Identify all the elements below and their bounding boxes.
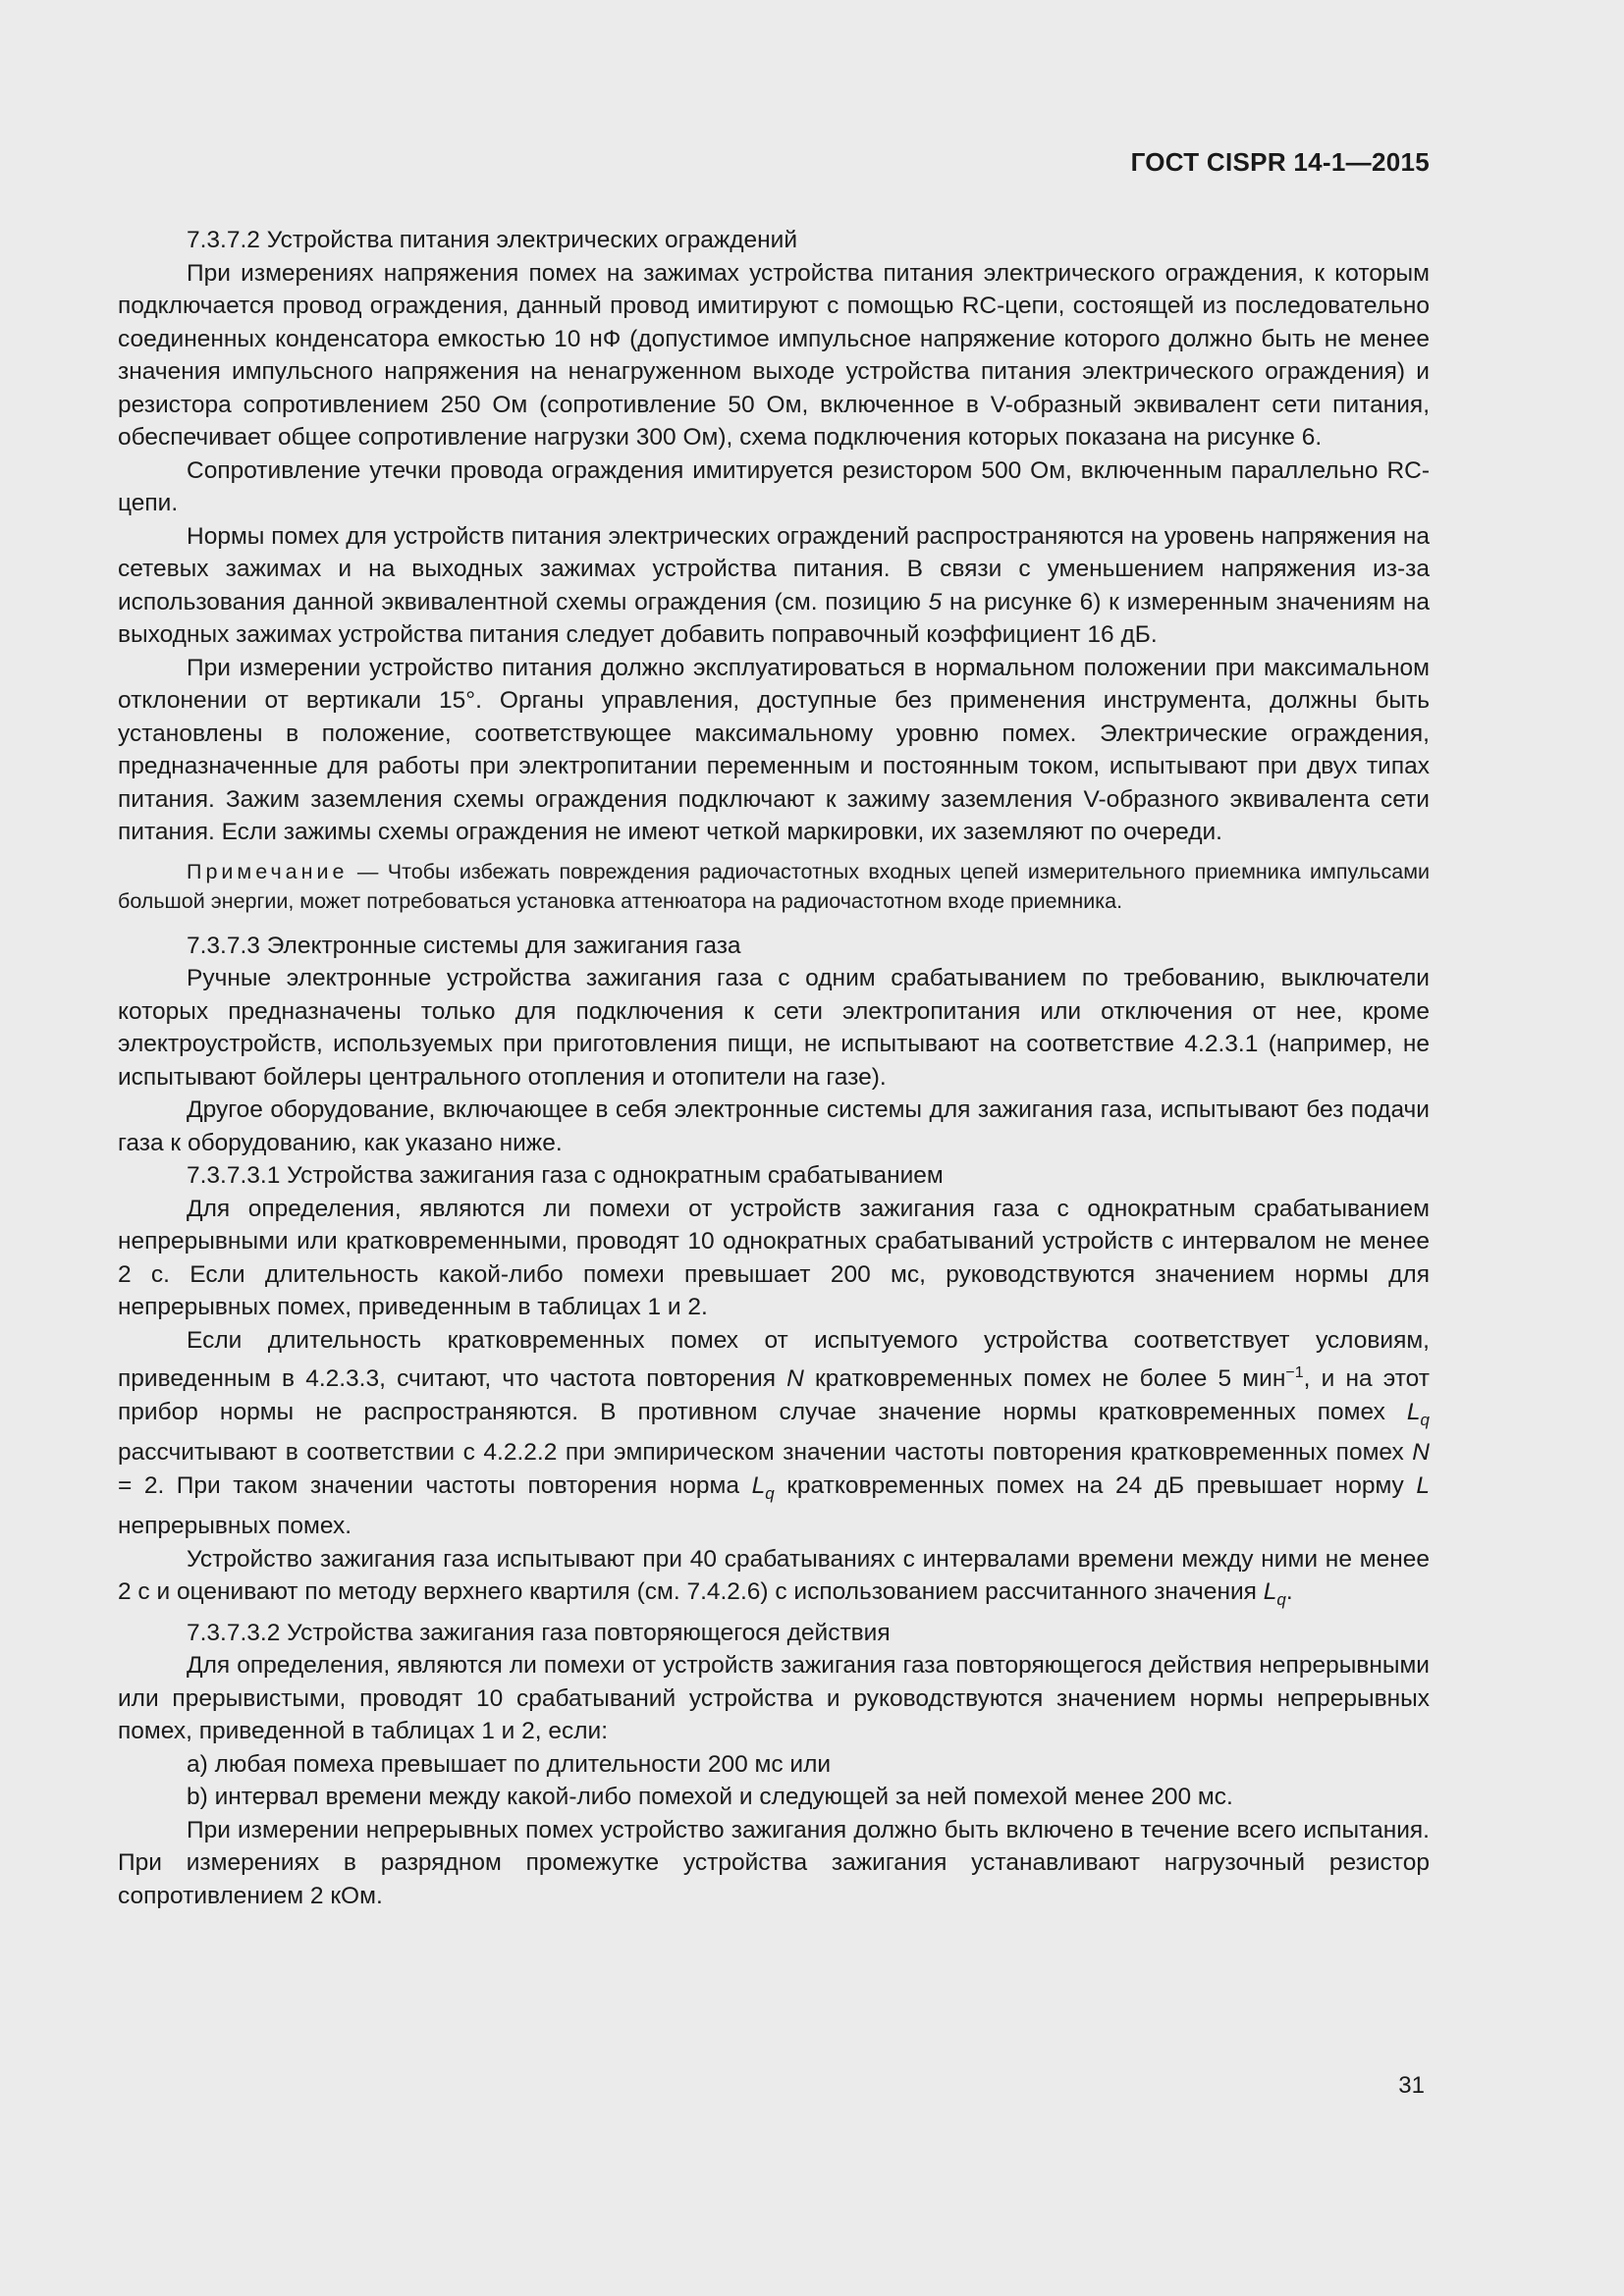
section-heading-7-3-7-3: 7.3.7.3 Электронные системы для зажигания газа: [187, 932, 741, 959]
note-text: — Чтобы избежать повреждения радиочастотных входных цепей измерительного приемника импульсами большой энергии, может потребоваться установка аттенюатора на радиочастотном входе приемника.: [118, 859, 1430, 913]
paragraph: Сопротивление утечки провода ограждения имитируется резистором 500 Ом, включенным параллельно RC-цепи.: [118, 456, 1430, 516]
section-heading-7-3-7-3-2: 7.3.7.3.2 Устройства зажигания газа повторяющегося действия: [187, 1619, 891, 1646]
paragraph: Для определения, являются ли помехи от устройств зажигания газа повторяющегося действия непрерывными или прерывистыми, проводят 10 срабатываний устройства и руководствуются значением нормы непрерывных помех, приведенной в таблицах 1 и 2, если:: [118, 1652, 1430, 1744]
note: [118, 857, 1430, 916]
section-heading-7-3-7-2: 7.3.7.2 Устройства питания электрических ограждений: [187, 227, 798, 253]
section-heading-7-3-7-3-1: 7.3.7.3.1 Устройства зажигания газа с однократным срабатыванием: [187, 1162, 944, 1189]
paragraph: Устройство зажигания газа испытывают при 40 срабатываниях с интервалами времени между ними не менее 2 с и оценивают по методу верхнего квартиля (см. 7.4.2.6) с использованием рассчитанного значения $L_q$.: [118, 1545, 1430, 1609]
document-header: ГОСТ CISPR 14-1—2015: [1130, 147, 1430, 177]
paragraph: При измерении устройство питания должно эксплуатироваться в нормальном положении при максимальном отклонении от вертикали 15°. Органы управления, доступные без применения инструмента, должны быть установлены в положение, соответствующее максимальному уровню помех. Электрические ограждения, предназначенные для работы при электропитании переменным и постоянным током, испытывают при двух типах питания. Зажим заземления схемы ограждения подключают к зажиму заземления V-образного эквивалента сети питания. Если зажимы схемы ограждения не имеют четкой маркировки, их заземляют по очереди.: [118, 654, 1430, 845]
note-label: Примечание: [187, 859, 349, 883]
paragraph: При измерении непрерывных помех устройство зажигания должно быть включено в течение всего испытания. При измерениях в разрядном промежутке устройства зажигания устанавливают нагрузочный резистор сопротивлением 2 кОм.: [118, 1816, 1430, 1909]
paragraph: Ручные электронные устройства зажигания газа с одним срабатыванием по требованию, выключатели которых предназначены только для подключения к сети электропитания или отключения от нее, кроме электроустройств, используемых при приготовления пищи, не испытывают на соответствие 4.2.3.1 (например, не испытывают бойлеры центрального отопления и отопители на газе).: [118, 965, 1430, 1091]
paragraph: При измерениях напряжения помех на зажимах устройства питания электрического ограждения, к которым подключается провод ограждения, данный провод имитируют с помощью RC-цепи, состоящей из последовательно соединенных конденсатора емкостью 10 нФ (допустимое импульсное напряжение которого должно быть не менее значения импульсного напряжения на ненагруженном выходе устройства питания электрического ограждения) и резистора сопротивлением 250 Ом (сопротивление 50 Ом, включенное в V-образный эквивалент сети питания, обеспечивает общее сопротивление нагрузки 300 Ом), схема подключения которых показана на рисунке 6.: [118, 259, 1430, 451]
paragraph: Для определения, являются ли помехи от устройств зажигания газа с однократным срабатыванием непрерывными или кратковременными, проводят 10 однократных срабатываний устройств с интервалом не менее 2 с. Если длительность какой-либо помехи превышает 200 мс, руководствуются значением нормы для непрерывных помех, приведенным в таблицах 1 и 2.: [118, 1195, 1430, 1320]
list-item: b) интервал времени между какой-либо помехой и следующей за ней помехой менее 200 мс.: [187, 1784, 1233, 1810]
document-body: [118, 224, 1430, 1912]
paragraph: Если длительность кратковременных помех от испытуемого устройства соответствует условиям, приведенным в 4.2.3.3, считают, что частота повторения N кратковременных помех не более 5 мин$^{-1}$, и на этот прибор нормы не распространяются. В противном случае значение нормы кратковременных помех $L_q$ рассчитывают в соответствии с 4.2.2.2 при эмпирическом значении частоты повторения кратковременных помех N = 2. При таком значении частоты повторения норма $L_q$ кратковременных помех на 24 дБ превышает норму L непрерывных помех.: [118, 1326, 1430, 1539]
paragraph: Другое оборудование, включающее в себя электронные системы для зажигания газа, испытывают без подачи газа к оборудованию, как указано ниже.: [118, 1096, 1430, 1156]
page-number: 31: [1398, 2072, 1425, 2099]
list-item: a) любая помеха превышает по длительности 200 мс или: [187, 1750, 832, 1778]
paragraph: Нормы помех для устройств питания электрических ограждений распространяются на уровень напряжения на сетевых зажимах и на выходных зажимах устройства питания. В связи с уменьшением напряжения из-за использования данной эквивалентной схемы ограждения (см. позицию 5 на рисунке 6) к измеренным значениям на выходных зажимах устройства питания следует добавить поправочный коэффициент 16 дБ.: [118, 522, 1430, 648]
